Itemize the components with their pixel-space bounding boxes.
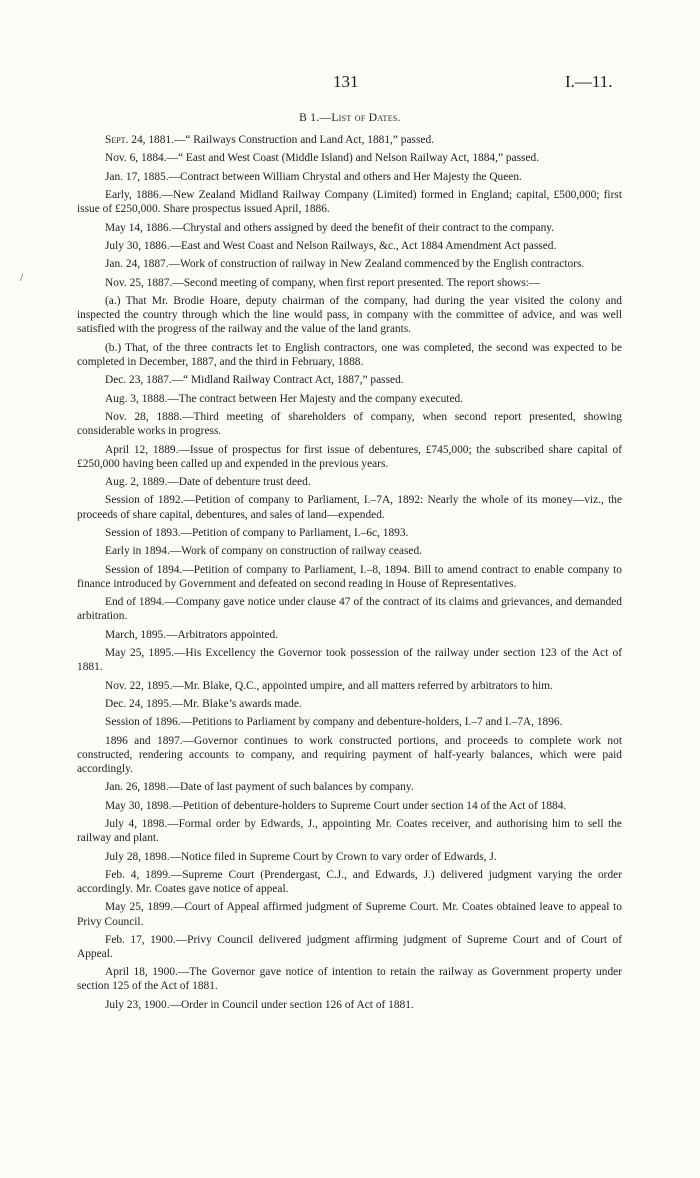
- entry-date: May 30, 1898.: [105, 799, 172, 812]
- entry-date: Nov. 28, 1888.: [105, 411, 183, 424]
- date-entry: [77, 373, 622, 387]
- entry-text: —Date of debenture trust deed.: [167, 476, 311, 489]
- date-entry: [77, 170, 622, 184]
- page-number: 131: [333, 72, 359, 91]
- date-entry: [77, 276, 622, 290]
- entry-text: —Court of Appeal affirmed judgment of Supreme Court. Mr. Coates obtained leave to appeal to Privy Council.: [77, 901, 622, 928]
- date-entry: [77, 133, 622, 147]
- entry-text: —The Governor gave notice of intention to retain the railway as Government property under section 125 of the Act of 1881.: [77, 966, 622, 993]
- entry-text: —Petition of company to Parliament, I.–8, 1894. Bill to amend contract to enable company to finance introduced by Government and defeated on second reading in House of Representatives.: [77, 563, 622, 590]
- date-entry: [77, 475, 622, 489]
- entry-date: Session of 1893.: [105, 526, 181, 539]
- date-entry: [77, 868, 622, 896]
- entry-date: Jan. 17, 1885.: [105, 170, 169, 183]
- date-entry: [77, 221, 622, 235]
- entry-date: May 25, 1895.: [105, 647, 175, 660]
- entry-date: Session of 1896.: [105, 716, 181, 729]
- entry-text: —The contract between Her Majesty and the company executed.: [167, 392, 464, 405]
- entry-date: Jan. 26, 1898.: [105, 781, 169, 794]
- date-entry: [77, 526, 622, 540]
- entry-text: —Chrystal and others assigned by deed the benefit of their contract to the company.: [171, 221, 555, 234]
- entry-date: Jan. 24, 1887.: [105, 258, 169, 271]
- entry-date: July 23, 1900.: [105, 998, 170, 1011]
- entry-date: Feb. 4, 1899.: [105, 868, 171, 881]
- date-entry: [77, 341, 622, 369]
- entry-text: —Petition of company to Parliament, I.–7A, 1892: Nearly the whole of its money—viz., the proceeds of share capital, debentures, and sales of land—expended.: [77, 494, 623, 521]
- date-entry: [77, 799, 622, 813]
- entry-text: —Contract between William Chrystal and others and Her Majesty the Queen.: [168, 170, 522, 183]
- entry-text: —Privy Council delivered judgment affirming judgment of Supreme Court and of Court of Appeal.: [77, 933, 622, 960]
- entry-date: July 30, 1886.: [105, 240, 170, 253]
- date-entry: [77, 679, 622, 693]
- entry-text: —Third meeting of shareholders of company, when second report presented, showing considerable works in progress.: [77, 411, 622, 438]
- entry-date: Dec. 23, 1887.: [105, 374, 172, 387]
- date-entry: [77, 544, 622, 558]
- entry-date: Aug. 2, 1889.: [105, 476, 168, 489]
- date-entry: [77, 817, 622, 845]
- date-entry: [77, 628, 622, 642]
- entry-date: March, 1895.: [105, 628, 167, 641]
- date-entry: [77, 443, 622, 471]
- date-entry: [77, 998, 622, 1012]
- entry-text: —Supreme Court (Prendergast, C.J., and Edwards, J.) delivered judgment varying the order accordingly. Mr. Coates gave notice of appeal.: [77, 868, 622, 896]
- entry-text: —Petition of company to Parliament, I.–6c, 1893.: [180, 526, 409, 539]
- entry-date: Session of 1892.: [105, 494, 184, 507]
- list-of-dates: [77, 133, 622, 1016]
- entry-date: May 14, 1886.: [105, 221, 172, 234]
- entry-text: —“ Railways Construction and Land Act, 1881,” passed.: [173, 134, 435, 146]
- date-entry: [77, 850, 622, 864]
- margin-mark: /: [20, 270, 24, 284]
- entry-date: (b.): [105, 341, 122, 354]
- entry-date: Dec. 24, 1895.: [105, 697, 172, 710]
- entry-text: —Second meeting of company, when first report presented. The report shows:—: [172, 276, 541, 289]
- date-entry: [77, 410, 622, 438]
- entry-text: —“ Midland Railway Contract Act, 1887,” passed.: [171, 374, 404, 387]
- section-title: List of Dates.: [331, 112, 401, 124]
- paper-reference: I.—11.: [565, 72, 613, 91]
- date-entry: [77, 965, 622, 993]
- entry-text: —East and West Coast and Nelson Railways, &c., Act 1884 Amendment Act passed.: [169, 240, 557, 253]
- date-entry: [77, 595, 622, 623]
- date-entry: [77, 239, 622, 253]
- date-entry: [77, 900, 622, 928]
- entry-text: —Arbitrators appointed.: [166, 628, 279, 641]
- entry-text: —Petitions to Parliament by company and debenture-holders, I.–7 and I.–7A, 1896.: [180, 716, 563, 729]
- date-entry: [77, 715, 622, 729]
- entry-date: Nov. 22, 1895.: [105, 679, 173, 692]
- entry-date: April 12, 1889.: [105, 443, 179, 456]
- entry-date: Feb. 17, 1900.: [105, 933, 176, 946]
- entry-date: Nov. 25, 1887.: [105, 276, 173, 289]
- entry-date: April 18, 1900.: [105, 966, 178, 979]
- date-entry: [77, 734, 622, 776]
- entry-text: —“ East and West Coast (Middle Island) and Nelson Railway Act, 1884,” passed.: [166, 152, 540, 165]
- date-entry: [77, 257, 622, 271]
- entry-date: Early in 1894.: [105, 545, 170, 558]
- entry-text: —Issue of prospectus for first issue of debentures, £745,000; the subscribed share capital of £250,000 having been called up and expended in the previous years.: [77, 443, 622, 470]
- entry-text: That, of the three contracts let to English contractors, one was completed, the second was expected to be completed in December, 1887, and the third in February, 1888.: [77, 341, 622, 368]
- entry-date: Sept. 24, 1881.: [105, 134, 174, 146]
- entry-text: —Company gave notice under clause 47 of the contract of its claims and grievances, and demanded arbitration.: [77, 596, 622, 623]
- entry-date: July 28, 1898.: [105, 850, 170, 863]
- entry-date: Nov. 6, 1884.: [105, 152, 167, 165]
- date-entry: [77, 933, 622, 961]
- date-entry: [77, 392, 622, 406]
- date-entry: [77, 493, 622, 521]
- entry-text: —Order in Council under section 126 of Act of 1881.: [169, 998, 414, 1011]
- section-number: B 1.: [299, 112, 320, 124]
- date-entry: [77, 563, 622, 591]
- entry-text: —Work of construction of railway in New Zealand commenced by the English contractors.: [168, 258, 585, 271]
- entry-text: —Governor continues to work constructed portions, and proceeds to complete work not constructed, rendering accounts to company, and requiring payment of half-yearly balances, which were paid accordingly.: [77, 734, 622, 775]
- entry-text: —Petition of debenture-holders to Supreme Court under section 14 of the Act of 1884.: [171, 799, 567, 812]
- entry-text: That Mr. Brodie Hoare, deputy chairman of the company, had during the year visited the colony and inspected the country through which the line would pass, in company with the committee of advice, and was well satisfied with the progress of the railway and the value of the land grants.: [77, 295, 622, 336]
- date-entry: [77, 780, 622, 794]
- date-entry: [77, 151, 622, 165]
- date-entry: [77, 646, 622, 674]
- entry-text: —New Zealand Midland Railway Company (Limited) formed in England; capital, £500,000; first issue of £250,000. Share prospectus issued April, 1886.: [77, 189, 622, 216]
- entry-date: Early, 1886.: [105, 189, 162, 202]
- section-heading: B 1.—List of Dates.: [299, 112, 401, 124]
- entry-date: Session of 1894.: [105, 563, 183, 576]
- entry-text: —Notice filed in Supreme Court by Crown to vary order of Edwards, J.: [169, 850, 497, 863]
- date-entry: [77, 188, 622, 216]
- entry-text: —Formal order by Edwards, J., appointing Mr. Coates receiver, and authorising him to sell the railway and plant.: [77, 818, 622, 845]
- entry-text: —His Excellency the Governor took possession of the railway under section 123 of the Act of 1881.: [77, 647, 622, 674]
- entry-date: (a.): [105, 295, 121, 308]
- entry-text: —Work of company on construction of railway ceased.: [169, 545, 422, 558]
- entry-date: 1896 and 1897.: [105, 734, 183, 747]
- entry-text: —Mr. Blake’s awards made.: [171, 697, 302, 710]
- date-entry: [77, 294, 622, 336]
- entry-text: —Date of last payment of such balances by company.: [168, 781, 414, 794]
- entry-text: —Mr. Blake, Q.C., appointed umpire, and all matters referred by arbitrators to him.: [172, 679, 553, 692]
- entry-date: May 25, 1899.: [105, 901, 174, 914]
- entry-date: Aug. 3, 1888.: [105, 392, 168, 405]
- entry-date: July 4, 1898.: [105, 818, 168, 831]
- date-entry: [77, 697, 622, 711]
- entry-date: End of 1894.: [105, 596, 165, 609]
